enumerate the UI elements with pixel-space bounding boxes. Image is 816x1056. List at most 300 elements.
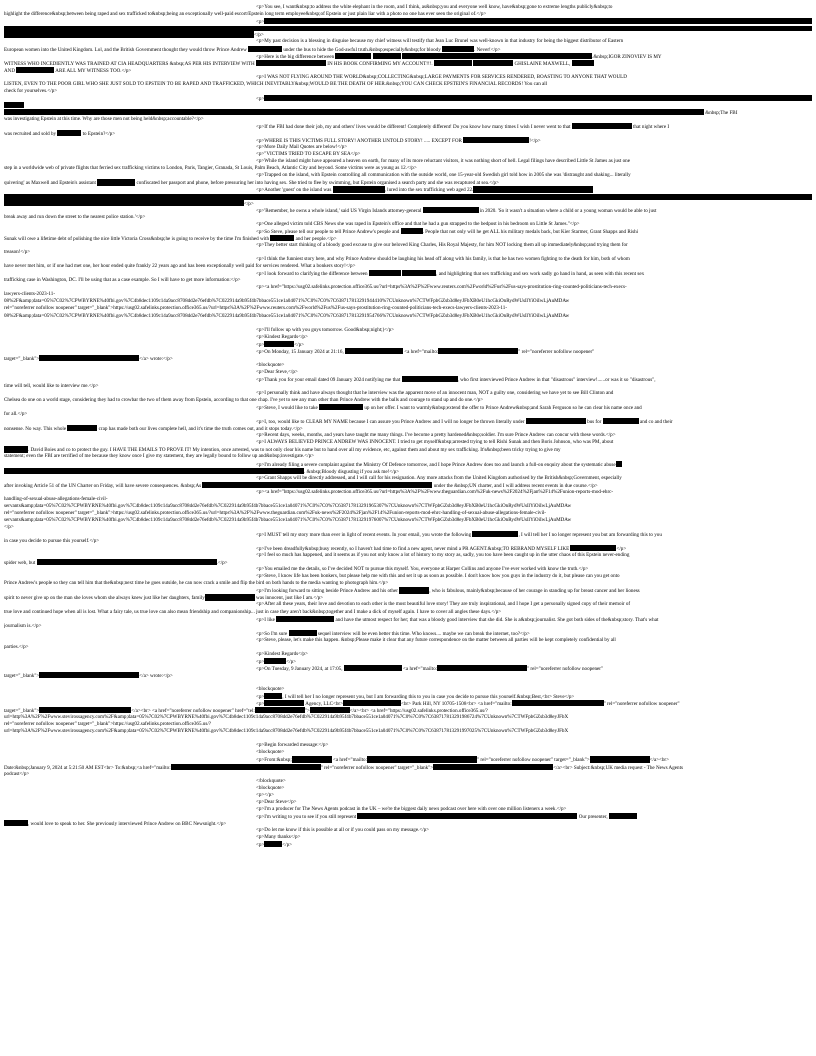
line-text: 08%2F&amp;data=05%7C02%7CPWBYRNE%40fbi.gov%7C4b8dec1109c14a9acc8708dd2e76efdb%7C022914a9b95f4b7bbace551ce1a04071%7C0%7C0%7C638717813291954766%7CUnknown%7CTWFpbGZsb3d8eyJFbXB0eU1hcGkiOnRydWUsIlYiOiIwLjAuMDAw — [4, 312, 570, 319]
line-text: confiscated her passport and phone, before pressuring her into having sex. She tried to flee by swimming, but Epstein organised a search party and she was recaptured at sea.</p> — [135, 180, 499, 187]
document-line — [4, 482, 812, 489]
line-text: <p>So I'm sure — [256, 630, 289, 637]
redaction-block — [264, 658, 286, 664]
line-text: <p>Steve, I know life has been bonkers, but please help me with this and set it up as soon as possible. I don't know how you guys in the industry do it, but please can you get onto — [256, 573, 620, 580]
redaction-block — [423, 207, 479, 213]
line-text: <p>Kindest Regards</p> — [256, 650, 308, 657]
document-line — [4, 130, 812, 137]
line-text: target="_blank"> — [4, 672, 40, 679]
document-line — [4, 510, 812, 517]
redaction-block — [437, 665, 527, 671]
line-text: <p>I look forward to clarifying the difference between — [256, 271, 369, 278]
line-text: <p> — [256, 19, 265, 26]
document-line — [4, 172, 812, 179]
line-text: Our presenter, — [577, 813, 609, 820]
document-line — [4, 355, 812, 362]
document-line — [4, 348, 812, 355]
line-text: rel="noreferrer nofollow noopener" target="_blank">https://usg02.safelinks.protection.office365.us/?url=https%3A%2F%2Fwww.reuters.com%2Fworld%2Fus%2Fus-says-prostitution-ring-counted-politicians-tech-execs-lawyers-clients-2023-11- — [4, 305, 508, 312]
line-text: target="_blank"> — [4, 708, 40, 715]
line-text: have never met him, or if one had met one, her hour ended quite frankly 22 years ago and has been exceptionally well paid for services rendered. What a bonkers story!</p> — [4, 263, 356, 270]
document-line — [4, 827, 812, 834]
document-line — [4, 228, 812, 235]
line-text: <p></p> — [256, 791, 274, 798]
redaction-block — [4, 446, 28, 452]
line-text: parties.</p> — [4, 643, 29, 650]
document-line — [4, 95, 812, 102]
line-text: <p><a href="https://usg02.safelinks.protection.office365.us/?url=https%3A%2F%2Fwww.reuters.com%2Fworld%2Fus%2Fus-says-prostitution-ring-counted-politicians-tech-execs- — [256, 284, 627, 291]
document-line — [4, 580, 812, 587]
document-line — [4, 693, 812, 700]
line-text: </p> — [4, 523, 14, 530]
redaction-block — [616, 461, 622, 467]
line-text: to Epstein?</p> — [81, 131, 116, 138]
line-text: </a><br> <a href="noreferrer nofollow noopener" href="tel: — [131, 708, 255, 715]
line-text: quivering' as Maxwell and Epstein's assistant — [4, 180, 98, 187]
line-text: </a><br> <a href="https://usg02.safelinks.protection.office365.us/? — [349, 708, 488, 715]
line-text: highlight the difference&nbsp;between being raped and sex trafficked to&nbsp;being an exceptionally well-paid escort/Epstein long term employee&nbsp;of Epstein or just plain liar with a photo no one has ever seen the original of.</p> — [4, 11, 487, 18]
redaction-block — [39, 672, 139, 678]
document-line — [4, 609, 812, 616]
line-text: <p>I'm already filing a severe complaint against the Ministry Of Defence tomorrow, and I hope Prince Andrew does too and launch a full-on enquiry about the systematic abuse — [256, 461, 616, 468]
line-text: <p>Thank you for your email dated 09 January 2024 notifying me that — [256, 376, 402, 383]
document-line — [4, 284, 812, 291]
document-line — [4, 341, 812, 348]
line-text: </p> — [254, 32, 264, 39]
document-line — [4, 651, 812, 658]
line-text: spider web, but — [4, 560, 37, 567]
document-line — [4, 538, 812, 545]
document-line — [4, 81, 812, 88]
document-line — [4, 439, 812, 446]
redaction-block — [4, 102, 24, 108]
email-document — [4, 4, 812, 848]
redaction-block — [344, 665, 402, 671]
line-text: trafficking case in Washington, DC. I'll be using that as a case example. So I will have to get more information:</p> — [4, 277, 241, 284]
line-text: break away and run down the street to the nearest police station.'</p> — [4, 213, 146, 220]
redaction-block — [399, 587, 429, 593]
line-text: <p>After all these years, their love and devotion to each other is the most beautiful love story! They are truly inspirational, and I hope I get a personally signed copy of their memoir of — [256, 601, 631, 608]
line-text: " rel="noreferrer nofollow noopener" target="_blank"> — [477, 757, 590, 764]
document-line — [4, 38, 812, 45]
document-line — [4, 531, 812, 538]
line-text: "> — [304, 708, 310, 715]
line-text: GHISLAINE MAXWELL, — [513, 60, 572, 67]
redaction-block — [4, 31, 254, 37]
line-text: rel="noreferrer nofollow noopener" target="_blank">https://usg02.safelinks.protection.office365.us/?url=https%3A%2F%2Fwww.theguardian.com%2Fuk-news%2F2024%2Fjan%2F14%2Funion-reports-mod-ehrc-handling-of-sexual-abuse-allegations-female-civil- — [4, 509, 546, 516]
line-text: </p> — [294, 341, 305, 348]
redaction-block — [473, 186, 593, 192]
document-line — [4, 771, 812, 778]
line-text: <p>I personally think and have always thought that he interview was the apparent move of an innocent man, NOT a guilty one, considering we have yet to see Bill Clinton and — [256, 390, 614, 397]
redaction-block — [401, 228, 423, 234]
document-line — [4, 601, 812, 608]
document-line — [4, 369, 812, 376]
line-text: <p>I like — [256, 616, 277, 623]
line-text: <p>On Tuesday, 9 January 2024, at 17:05, — [256, 665, 344, 672]
line-text: <a href="mailto: — [403, 348, 439, 355]
line-text: <p>I, too, would like to CLEAR MY NAME because I can assure you Prince Andrew and I will no longer be thrown literally under — [256, 419, 526, 426]
document-line — [4, 313, 812, 320]
line-text: <p>One alleged victim told CBS News she was raped in Epstein's office and that he had a gun strapped to the bedpost in his bedroom on Little St James."</p> — [256, 220, 580, 227]
redaction-block — [472, 531, 518, 537]
line-text: <p>Do let me know if this is possible at all or if you could pass on my message.</p> — [256, 826, 430, 833]
line-text: Sunak will owe a lifetime debt of polishing the nice little Victoria Cross&nbsp;he is going to receive by the time I'm finished with — [4, 236, 271, 243]
document-line — [4, 165, 812, 172]
document-line — [4, 559, 812, 566]
line-text: nonsense. No way. This whole — [4, 426, 68, 433]
document-line — [4, 270, 812, 277]
document-line — [4, 756, 812, 763]
line-text: </a><br> — [649, 757, 669, 764]
document-line — [4, 53, 812, 60]
document-line — [4, 18, 812, 25]
line-text: <blockquote> — [256, 784, 285, 791]
redaction-block — [37, 559, 217, 565]
redaction-block — [526, 418, 586, 424]
line-text: journalism is.</p> — [4, 622, 42, 629]
redaction-block — [333, 186, 385, 192]
line-text: that night where I — [631, 124, 670, 131]
document-line — [4, 4, 812, 11]
line-text: Prince Andrew's people so they can tell him that the&nbsp;next time he goes outside, he can now crack a smile and flip the bird on both hands to the media wanting to photograph him.</p> — [4, 580, 389, 587]
redaction-block — [438, 348, 518, 354]
line-text: bus for — [585, 419, 603, 426]
document-line — [4, 792, 812, 799]
document-line — [4, 468, 812, 475]
line-text: <p>Kindest Regards</p> — [256, 333, 308, 340]
line-text: was innocent, just like I am.</p> — [254, 595, 324, 602]
line-text: </a> wrote:</p> — [139, 672, 173, 679]
document-line — [4, 144, 812, 151]
redaction-block — [609, 813, 637, 819]
redaction-block — [434, 60, 472, 66]
document-line — [4, 109, 812, 116]
document-line — [4, 778, 812, 785]
line-text: time will tell, would like to interview me.</p> — [4, 383, 99, 389]
line-text: <p>Trapped on the island, with Epstein controlling all communication with the outside world, one 15-year-old Swedish girl told how in 2005 she was 'distraught and shaking... literally — [256, 172, 631, 179]
document-line — [4, 46, 812, 53]
line-text: url=http%3A%2F%2Fwww.stevirossagency.com%2F&amp;data=05%7C02%7CPWBYRNE%40fbi.gov%7C4b8dec1109c14a9acc8708dd2e76efdb%7C022914a9b95f4b7bbace551ce1a04071%7C0%7C0%7C638717813291997025%7CUnknown%7CTWFpbGZsb3d8eyJFbX — [4, 728, 569, 735]
redaction-block — [248, 46, 282, 52]
redaction-block — [433, 764, 553, 770]
line-text: <p>WHERE IS THIS VICTIMS FULL STORY! ANOTHER UNTOLD STORY! ..... EXCEPT FOR — [256, 138, 464, 145]
line-text: Agency, LLC<br> — [304, 701, 343, 708]
document-line — [4, 207, 812, 214]
line-text: <p> — [256, 701, 265, 708]
line-text: crap has made both our lives complete hell, and it's time the truth comes out, and it stops today.</p> — [97, 426, 303, 433]
redaction-block — [67, 425, 97, 431]
document-line — [4, 123, 812, 130]
document-line — [4, 742, 812, 749]
document-line — [4, 305, 812, 312]
line-text: . David Boies and co to protect the guy. I HAVE THE EMAILS TO PROVE IT! My intention, once arrested, was to not only clear his name but to hand over all my evidence, etc, against them and about my sex trafficking. It's&nbsp;been tricky trying to give my — [28, 447, 561, 454]
line-text: spirit to never give up on the man she loves whom she always knew just like her daughters, family — [4, 595, 205, 602]
line-text: <p>Grant Shapps will be directly addressed, and I will call for his resignation. Any more attacks from the United Kingdom authorised by the British&nbsp;Government, especially — [256, 474, 622, 481]
document-line — [4, 658, 812, 665]
line-text: , I will tell her I no longer represent you but am forwarding this to you — [518, 531, 662, 538]
redaction-block — [289, 630, 317, 636]
redaction-block — [264, 693, 282, 699]
redaction-block — [343, 700, 401, 706]
document-line — [4, 327, 812, 334]
line-text: IN HIS BOOK CONFIRMING MY ACCOUNT!!!. — [326, 60, 434, 67]
line-text: .</p> — [216, 560, 228, 567]
redaction-block — [39, 707, 131, 713]
line-text: , would love to speak to her. She previously interviewed Prince Andrew on BBC Newsnight.</p> — [28, 820, 227, 827]
line-text: statement; even the FBI are terrified of me because they know once I give my statement, they are legally bound to follow up and&nbsp;investigate.</p> — [4, 453, 315, 460]
line-text: </p> — [282, 842, 293, 849]
line-text: .&nbsp;IGOR ZINOVIEV IS MY — [592, 53, 662, 60]
line-text: AND — [4, 67, 17, 74]
document-line — [4, 496, 812, 503]
document-line — [4, 749, 812, 756]
line-text: 08%2F&amp;data=05%7C02%7CPWBYRNE%40fbi.gov%7C4b8dec1109c14a9acc8708dd2e76efdb%7C022914a9b95f4b7bbace551ce1a04071%7C0%7C0%7C638717813291944410%7CUnknown%7CTWFpbGZsb3d8eyJFbXB0eU1hcGkiOnRydWUsIlYiOiIwLjAuMDAw — [4, 298, 570, 305]
document-line — [4, 362, 812, 369]
redaction-block — [590, 756, 650, 762]
line-text: step in a worldwide web of private flights that ferried sex trafficking victims to London, Paris, Tangier, Granada, St Louis, Palm Beach, Atlantic City and beyond. Some victims were as young as 12.</p> — [4, 165, 417, 172]
redaction-block — [4, 468, 304, 474]
line-text: <p> — [256, 842, 265, 849]
line-text: and co and their — [638, 419, 673, 426]
redaction-block — [205, 594, 255, 600]
document-line — [4, 242, 812, 249]
line-text: was recruited and sold by — [4, 131, 58, 138]
line-text: rel="noreferrer nofollow noopener" target="_blank">https://usg02.safelinks.protection.office365.us/? — [4, 721, 212, 728]
line-text: under the bus to hide the God-awful truth.&nbsp;especially&nbsp;for bloody — [282, 46, 443, 53]
document-line — [4, 186, 812, 193]
document-line — [4, 545, 812, 552]
document-line — [4, 806, 812, 813]
document-line — [4, 298, 812, 305]
line-text: European women into the United Kingdom. Lol, and the British Government thought they would throw Prince Andrew — [4, 46, 249, 53]
document-line — [4, 616, 812, 623]
line-text: <p>More Daily Mail Quotes are below!</p> — [256, 144, 348, 151]
line-text: LISTEN, EVEN TO THE POOR GIRL WHO SHE JUST SOLD TO EPSTEIN TO BE RAPED AND TRAFFICKED, WHICH INEVITABLY&nbsp;WOULD BE THE DEATH OF HER.&nbsp;YOU CAN CHECK EPSTEIN'S FINANCIAL RECORDS! You can all — [4, 80, 548, 87]
line-text: <p>Recent days, weeks, months, and years have taught me many things. I've become a pretty hardened&nbsp;soldier. I'm sure Prince Andrew can concur with these words.</p> — [256, 432, 616, 439]
document-line — [4, 418, 812, 425]
document-line — [4, 277, 812, 284]
document-line — [4, 672, 812, 679]
line-text: <p>I'll follow up with you guys tomorrow. Good&nbsp;night;)</p> — [256, 326, 395, 333]
line-text: <p> — [256, 658, 265, 665]
line-text: servants&amp;data=05%7C02%7CPWBYRNE%40fbi.gov%7C4b8dec1109c14a9acc8708dd2e76efdb%7C022914a9b95f4b7bbace551ce1a04071%7C0%7C0%7C638717813291965307%7CUnknown%7CTWFpbGZsb3d8eyJFbXB0eU1hcGkiOnRydWUsIlYiOiIwLjAuMDAw — [4, 502, 572, 509]
line-text: sequel interview will be even better this time. Who knows.... maybe we can break the internet, too?</p> — [316, 630, 530, 637]
line-text: Date:&nbsp;January 9, 2024 at 5:21:50 AM EST<br> To:&nbsp;<a href="mailto: — [4, 764, 171, 771]
line-text: treason!</p> — [4, 249, 31, 256]
line-text: <p>Dear Steve</p> — [256, 798, 297, 805]
line-text: . &nbsp;Bloody disgusting if you ask me!</p> — [304, 468, 400, 475]
line-text: <p>I'm writing to you to see if you still represent — [256, 813, 358, 820]
document-line — [4, 116, 812, 123]
line-text: lawyers-clients-2023-11- — [4, 291, 56, 298]
line-text: <p>I'm a producer for The News Agents podcast in the UK – we're the biggest daily news podcast over here with over one million listeners a week.</p> — [256, 805, 567, 812]
redaction-block — [345, 348, 403, 354]
redaction-block — [264, 95, 812, 101]
line-text: <p>So Steve, please tell our people to tell Prince Andrew's people and — [256, 228, 401, 235]
line-text: <p>I've been dreadfully&nbsp;busy recently, so I haven't had time to find a new agent, never mind a PR AGENT.&nbsp;TO REBRAND MYSELF LIKE — [256, 546, 571, 553]
redaction-block — [4, 820, 28, 826]
document-line — [4, 637, 812, 644]
document-line — [4, 552, 812, 559]
line-text: <p>I feel so much has happened, and it seems as if you not only know a lot of history to my story as, sadly, you too have been caught up in the utter chaos of this Epstein never-ending — [256, 552, 630, 559]
line-text: <p>From:&nbsp; — [256, 757, 292, 764]
document-line — [4, 799, 812, 806]
document-line — [4, 102, 812, 109]
redaction-block — [39, 355, 139, 361]
line-text: <p>My past decision is a blessing in disguise because my chief witness will testify that Jean Luc Brunel was well-known in that industry for being the biggest distributor of Eastern — [256, 38, 624, 45]
redaction-block — [369, 270, 401, 276]
line-text: <p> — [256, 341, 265, 348]
document-line — [4, 566, 812, 573]
line-text: <p>I ALWAYS BELIEVED PRINCE ANDREW WAS INNOCENT. I tried to get myself&nbsp;arrested trying to tell Rishi Sunak and then Boris Johnson, who was PM, about — [256, 439, 614, 446]
redaction-block — [357, 813, 577, 819]
redaction-block — [463, 137, 529, 143]
document-line — [4, 60, 812, 67]
document-line — [4, 158, 812, 165]
document-line — [4, 432, 812, 439]
redaction-block — [202, 482, 432, 488]
line-text: WITNESS WHO INCEDIENTLY WAS TRAINED AT CIA HEADQUARTERS &nbsp;AS PER HIS INTERVIEW WITH — [4, 60, 256, 67]
redaction-block — [264, 841, 282, 847]
document-line — [4, 404, 812, 411]
document-line — [4, 721, 812, 728]
redaction-block — [97, 179, 135, 185]
line-text: up on her offer. I want to warmly&nbsp;extend the offer to Prince Andrew&nbsp;and Sarah Ferguson so he can clear his name once and — [363, 405, 642, 412]
line-text: url=http%3A%2F%2Fwww.stevirossagency.com%2F&amp;data=05%7C02%7CPWBYRNE%40fbi.gov%7C4b8dec1109c14a9acc8708dd2e76efdb%7C022914a9b95f4b7bbace551ce1a04071%7C0%7C0%7C638717813291986724%7CUnknown%7CTWFpbGZsb3d8eyJFbX — [4, 714, 569, 721]
document-line — [4, 461, 812, 468]
document-line — [4, 67, 812, 74]
redaction-block — [402, 53, 592, 59]
redaction-block — [264, 18, 812, 24]
line-text: <p>I WAS NOT FLYING AROUND THE WORLD&nbsp;COLLECTING&nbsp;LARGE PAYMENTS FOR SERVICES RENDERED, BOASTING TO ANYONE THAT WOULD — [256, 73, 627, 80]
document-line — [4, 31, 812, 38]
document-line — [4, 623, 812, 630]
redaction-block — [572, 123, 632, 129]
document-line — [4, 686, 812, 693]
line-text: </p> — [616, 546, 627, 553]
document-line — [4, 397, 812, 404]
redaction-block — [310, 707, 350, 713]
line-text: <p> — [256, 95, 265, 102]
document-line — [4, 834, 812, 841]
line-text: , and highlighting that sex trafficking and sex work sadly go hand in hand, as seen with this recent sex — [436, 271, 645, 278]
line-text: " rel="noreferrer nofollow noopener" — [518, 348, 595, 355]
line-text: <blockquote> — [256, 749, 285, 756]
document-line — [4, 644, 812, 651]
line-text: <p>While the island might have appeared a heaven on earth, for many of its more reluctant visitors, it was nothing short of hell. Legal filings have described Little St James as just one — [256, 158, 630, 165]
line-text: <p>You emailed me the details, so I've decided NOT to pursue this myself. You, everyone at Harper Collins and anyone I've ever worked with know the truth.</p> — [256, 566, 589, 573]
line-text: true love and continued hope when all is lost. What a fairy tale, us true love can also mean friendship and companionship... just in case they aren't back&nbsp;together and I make a dick of myself again. I have to cover all angles these days.</p> — [4, 608, 502, 615]
line-text: <p><a href="https://usg02.safelinks.protection.office365.us/?url=https%3A%2F%2Fwww.theguardian.com%2Fuk-news%2F2024%2Fjan%2F14%2Funion-reports-mod-ehrc- — [256, 488, 614, 495]
document-line — [4, 200, 812, 207]
line-text: <p>I MUST tell my story more than ever in light of recent events. In your email, you wrote the following — [256, 531, 473, 538]
document-line — [4, 256, 812, 263]
line-text: </p> — [244, 200, 254, 207]
line-text: <blockquote> — [256, 361, 285, 368]
line-text: " rel="noreferrer nofollow noopener" target="_blank"> — [320, 764, 434, 771]
document-line — [4, 503, 812, 510]
line-text: was investigating Epstein at this time. Why are those men not being held&nbsp;accountable?</p> — [4, 115, 204, 122]
document-line — [4, 785, 812, 792]
redaction-block — [16, 67, 54, 73]
line-text: <p>"VICTIMS TRIED TO ESCAPE BY SEA</p> — [256, 151, 361, 158]
line-text: <p>Another 'guest' on the island was — [256, 187, 333, 194]
document-line — [4, 263, 812, 270]
document-line — [4, 151, 812, 158]
document-line — [4, 291, 812, 298]
redaction-block — [171, 764, 321, 770]
redaction-block — [264, 341, 294, 347]
line-text: <p>I'm looking forward to sitting beside Prince Andrew and his other — [256, 588, 400, 595]
redaction-block — [292, 756, 332, 762]
line-text: target="_blank"> — [4, 355, 40, 362]
document-line — [4, 11, 812, 18]
document-line — [4, 390, 812, 397]
redaction-block — [255, 707, 305, 713]
redaction-block — [335, 53, 371, 59]
document-line — [4, 383, 812, 390]
line-text: </a><br> Subject:&nbsp;UK media request - The News Agents — [553, 764, 683, 771]
document-line — [4, 475, 812, 482]
line-text: <p>Steve, please, let's make this happen. &nbsp;Please make it clear that any future correspondence on the matter between all parties will be kept completely confidential by all — [256, 636, 616, 643]
redaction-block — [603, 418, 639, 424]
redaction-block — [402, 270, 436, 276]
line-text: check for yourselves.</p> — [4, 87, 58, 94]
line-text: in case you decide to pursue this yourself.</p> — [4, 538, 100, 545]
line-text: ARE ALL MY WITNESS TOO.</p> — [54, 67, 132, 74]
line-text: and have the utmost respect for her; that was a bloody good interview that she did. She is a&nbsp;journalist. She got both sides of the&nbsp;story. That's what — [334, 616, 659, 623]
document-line — [4, 587, 812, 594]
line-text: <p>'Remember, he owns a whole island,' said US Virgin Islands attorney-general — [256, 207, 423, 214]
document-line — [4, 411, 812, 418]
line-text: <p>I think the funniest story here, and why Prince Andrew should be laughing his head off along with his family, is that he has two women fighting to the death for him, both of whom — [256, 256, 630, 263]
redaction-block — [276, 616, 334, 622]
line-text: " rel="noreferrer nofollow noopener" — [603, 701, 680, 708]
line-text: handling-of-sexual-abuse-allegations-female-civil- — [4, 495, 108, 502]
line-text: servants&amp;data=05%7C02%7CPWBYRNE%40fbi.gov%7C4b8dec1109c14a9acc8708dd2e76efdb%7C022914a9b95f4b7bbace551ce1a04071%7C0%7C0%7C638717813291976007%7CUnknown%7CTWFpbGZsb3d8eyJFbXB0eU1hcGkiOnRydWUsIlYiOiIwLjAuMDAw — [4, 516, 572, 523]
document-line — [4, 320, 812, 327]
redaction-block — [367, 756, 477, 762]
document-line — [4, 235, 812, 242]
document-line — [4, 249, 812, 256]
line-text: </p> — [286, 658, 297, 665]
document-line — [4, 764, 812, 771]
line-text: Chelsea do one on a world stage, considering they had to crowbar the two of them away from Epstein, according to that one chap. I've yet to see any man other than Prince Andrew with the balls and courage to stand up and do one.</p> — [4, 397, 484, 404]
line-text: in 2020. 'So it wasn't a situation where a child or a young woman would be able to just — [478, 207, 657, 214]
line-text: <p>Dear Steve,</p> — [256, 368, 298, 375]
document-line — [4, 88, 812, 95]
line-text: <p>They better start thinking of a bloody good excuse to give our beloved King Charles, His Royal Majesty, for him NOT locking them all up immediately&nbsp;and trying them for — [256, 242, 628, 249]
line-text: !</p> — [529, 138, 541, 145]
redaction-block — [512, 700, 604, 706]
document-line — [4, 813, 812, 820]
document-line — [4, 221, 812, 228]
document-line — [4, 714, 812, 721]
redaction-block — [256, 60, 326, 66]
document-line — [4, 425, 812, 432]
line-text: . People that not only will he get ALL his military medals back, but Kier Starmer, Grant Shapps and Rishi — [422, 228, 639, 235]
line-text: <p>On Monday, 15 January 2024 at 21:16, — [256, 348, 346, 355]
line-text: <a href="mailto: — [331, 757, 368, 764]
document-line — [4, 573, 812, 580]
redaction-block — [4, 200, 244, 206]
line-text: under the &nbsp;UN charter, and I will address recent events in due course.</p> — [432, 482, 598, 489]
redaction-block — [442, 46, 474, 52]
document-line — [4, 517, 812, 524]
line-text: , who first interviewed Prince Andrew in that "disastrous" interview!......or was it so "disastrous", — [457, 376, 656, 383]
line-text: <br> Park Hill, NY 10705-1508<br> <a href="mailto: — [400, 701, 512, 708]
line-text: , I will tell her I no longer represent you, but I am forwarding this to you in case you decide to pursue this yourself.&nbsp;Best,<br> Steve</p> — [282, 694, 575, 701]
